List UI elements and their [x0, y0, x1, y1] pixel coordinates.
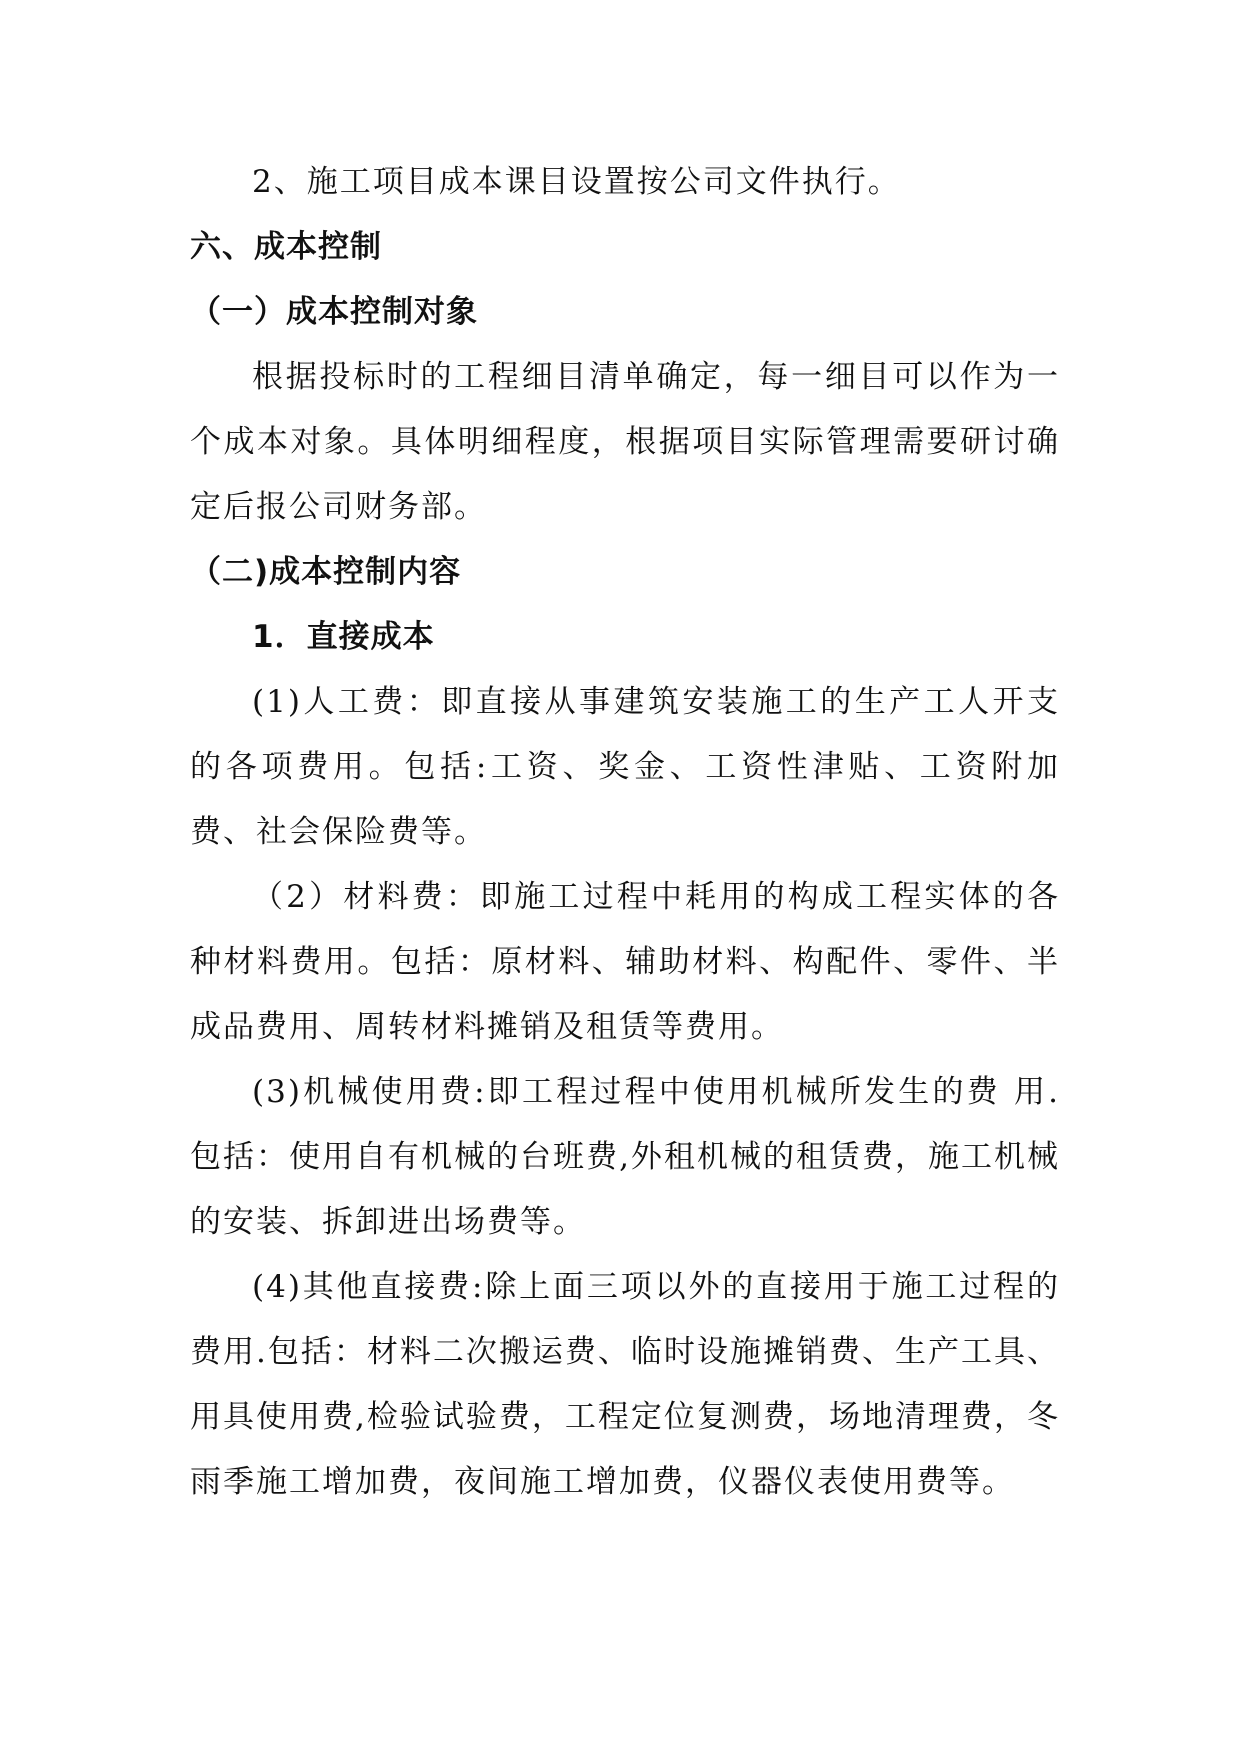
- document-page: [190, 150, 1060, 1515]
- heading-control-object: （一）成本控制对象: [190, 294, 478, 330]
- heading-direct-cost: 1．直接成本: [252, 619, 435, 655]
- paragraph-material-cost: （2）材料费：即施工过程中耗用的构成工程实体的各种材料费用。包括：原材料、辅助材料、构配件、零件、半成品费用、周转材料摊销及租赁等费用。: [190, 879, 1060, 1045]
- paragraph-other-direct-cost: (4)其他直接费:除上面三项以外的直接用于施工过程的费用.包括：材料二次搬运费、临时设施摊销费、生产工具、用具使用费,检验试验费，工程定位复测费，场地清理费，冬雨季施工增加费，夜间施工增加费，仪器仪表使用费等。: [190, 1269, 1060, 1500]
- paragraph-cost-subjects: 2、施工项目成本课目设置按公司文件执行。: [252, 164, 901, 200]
- paragraph-labor-cost: (1)人工费：即直接从事建筑安装施工的生产工人开支的各项费用。包括:工资、奖金、工资性津贴、工资附加费、社会保险费等。: [190, 684, 1060, 850]
- heading-control-content: （二)成本控制内容: [190, 554, 462, 590]
- heading-cost-control: 六、成本控制: [190, 229, 382, 265]
- paragraph-control-object: 根据投标时的工程细目清单确定，每一细目可以作为一个成本对象。具体明细程度，根据项目实际管理需要研讨确定后报公司财务部。: [190, 359, 1060, 525]
- paragraph-machinery-cost: (3)机械使用费:即工程过程中使用机械所发生的费 用.包括：使用自有机械的台班费,外租机械的租赁费，施工机械的安装、拆卸进出场费等。: [190, 1074, 1060, 1240]
